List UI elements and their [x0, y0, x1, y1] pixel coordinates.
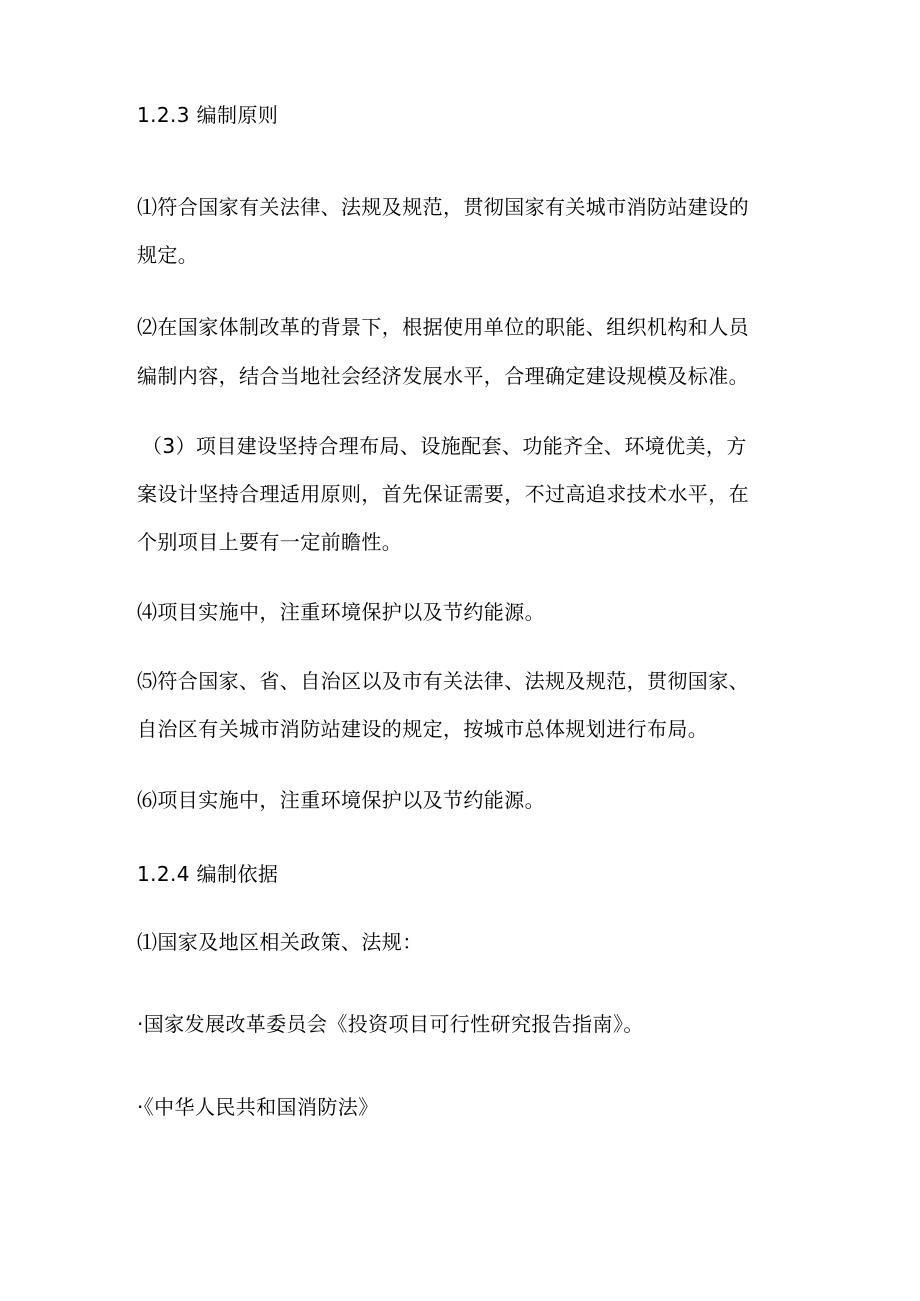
section-heading-1-2-3: 1.2.3 编制原则 — [137, 103, 279, 127]
section-heading-1-2-4: 1.2.4 编制依据 — [137, 862, 279, 886]
principle-1-line-2: 规定。 — [137, 243, 199, 267]
principle-3-line-1: （3）项目建设坚持合理布局、设施配套、功能齐全、环境优美，方 — [142, 434, 747, 458]
principle-2-line-2: 编制内容，结合当地社会经济发展水平，合理确定建设规模及标准。 — [137, 364, 749, 388]
principle-5-line-1: ⑸符合国家、省、自治区以及市有关法律、法规及规范，贯彻国家、 — [137, 669, 749, 693]
basis-1: ⑴国家及地区相关政策、法规： — [137, 930, 423, 954]
principle-1-line-1: ⑴符合国家有关法律、法规及规范，贯彻国家有关城市消防站建设的 — [137, 195, 749, 219]
principle-3-line-3: 个别项目上要有一定前瞻性。 — [137, 530, 403, 554]
principle-3-line-2: 案设计坚持合理适用原则，首先保证需要，不过高追求技术水平，在 — [137, 482, 749, 506]
principle-6: ⑹项目实施中，注重环境保护以及节约能源。 — [137, 788, 545, 812]
principle-5-line-2: 自治区有关城市消防站建设的规定，按城市总体规划进行布局。 — [137, 717, 709, 741]
basis-bullet-2: ·《中华人民共和国消防法》 — [137, 1095, 379, 1119]
basis-bullet-1: ·国家发展改革委员会《投资项目可行性研究报告指南》。 — [137, 1012, 644, 1036]
principle-4: ⑷项目实施中，注重环境保护以及节约能源。 — [137, 600, 545, 624]
principle-2-line-1: ⑵在国家体制改革的背景下，根据使用单位的职能、组织机构和人员 — [137, 315, 749, 339]
